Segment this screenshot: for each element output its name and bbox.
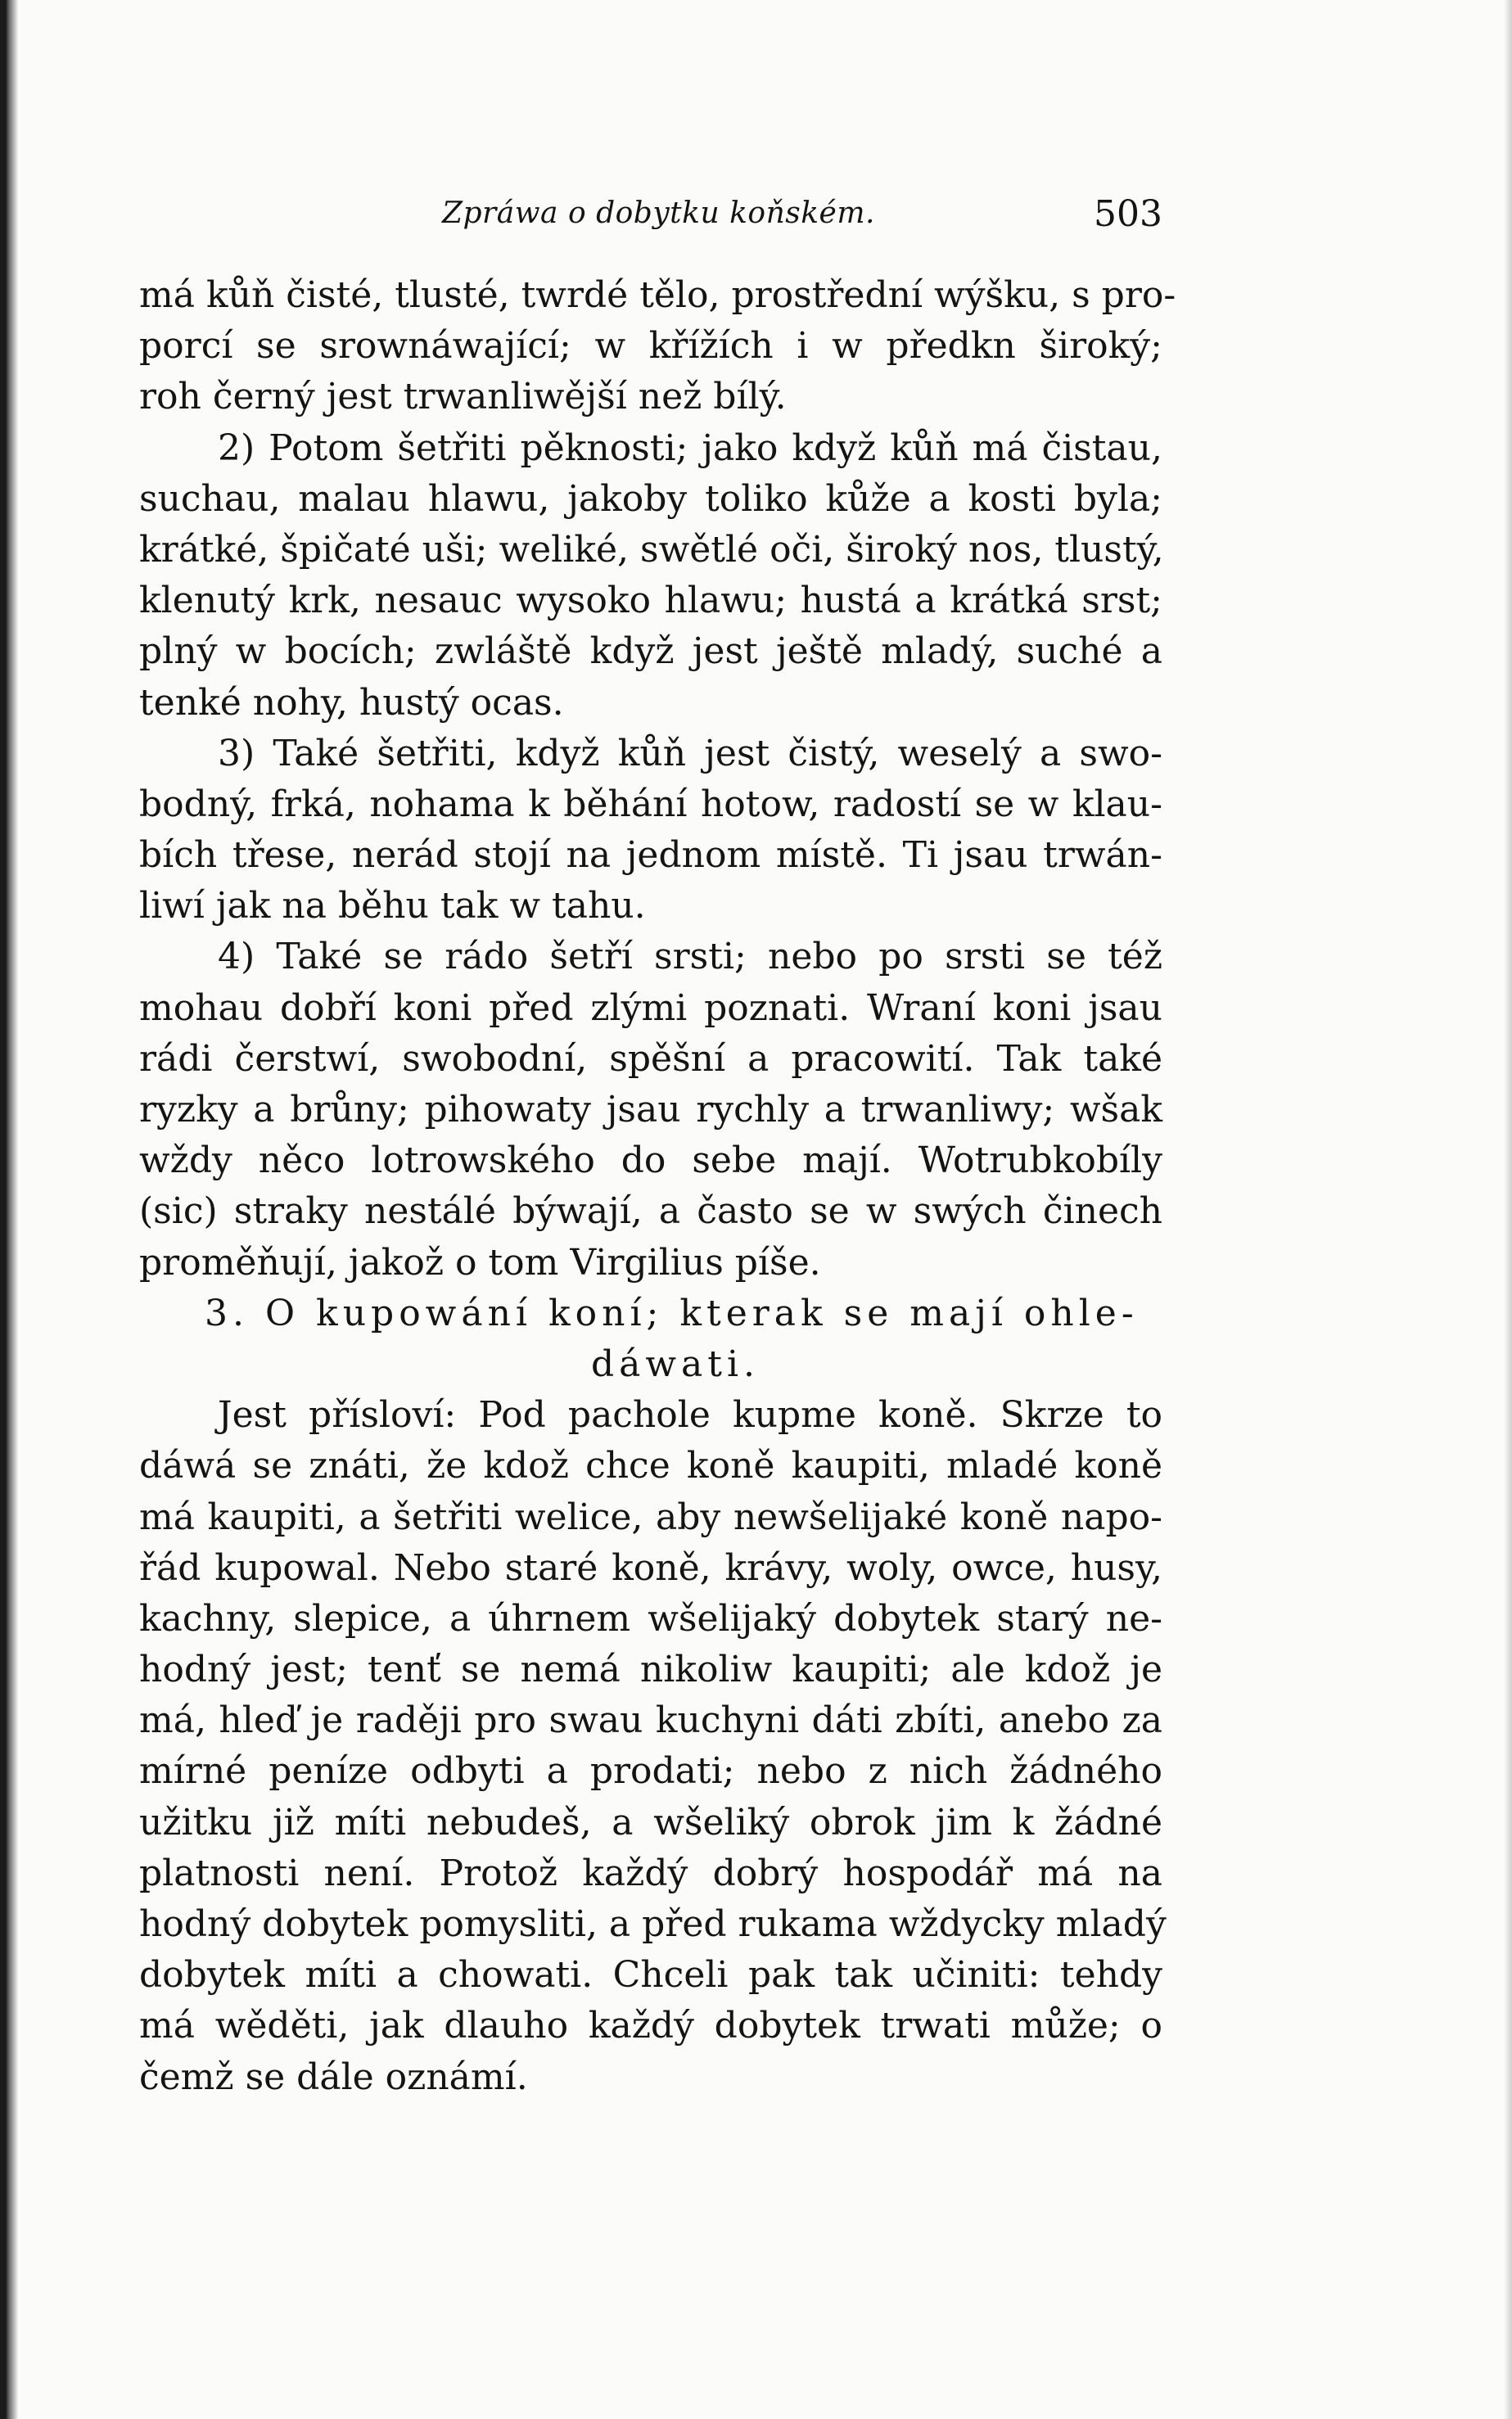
text-line: plný w bocích; zwláště když jest ještě mladý, suché a [139,630,1162,673]
paragraph-2 [139,423,1162,729]
page-body [139,270,1176,2103]
page-right-edge [1504,0,1512,2419]
text-line: má kůň čisté, tlusté, twrdé tělo, prostřední wýšku, s pro- [139,274,1176,316]
paragraph-4 [139,932,1162,1288]
book-binding-edge [0,0,18,2419]
text-line: má wěděti, jak dlauho každý dobytek trwati může; o [139,2005,1162,2047]
paragraph-1 [139,270,1176,423]
section-heading-line-1: 3. O kupowání koní; kterak se mají ohle- [205,1292,1139,1334]
text-line: bích třese, nerád stojí na jednom místě. Ti jsau trwán- [139,834,1162,877]
section-heading-line-2: dáwati. [590,1343,761,1385]
text-line: dobytek míti a chowati. Chceli pak tak učiniti: tehdy [139,1954,1162,1997]
running-title: Zpráwa o dobytku koňském. [442,196,875,230]
text-line: proměňují, jakož o tom Virgilius píše. [139,1241,821,1284]
text-line: mírné peníze odbyti a prodati; nebo z nich žádného [139,1750,1162,1793]
section-heading [139,1288,1162,1390]
text-line: porcí se srownáwající; w křížích i w předkn široký; [139,325,1162,368]
page-number: 503 [1094,193,1162,235]
text-line: Jest přísloví: Pod pachole kupme koně. Skrze to [218,1394,1162,1437]
text-line: hodný jest; tenť se nemá nikoliw kaupiti; ale kdož je [139,1649,1162,1691]
text-line: 3) Také šetřiti, když kůň jest čistý, weselý a swo- [218,732,1162,774]
text-line: má kaupiti, a šetřiti welice, aby newšelijaké koně napo- [139,1496,1162,1538]
text-line: kachny, slepice, a úhrnem wšelijaký dobytek starý ne- [139,1597,1162,1640]
text-line: klenutý krk, nesauc wysoko hlawu; hustá a krátká srst; [139,580,1162,622]
text-line: ryzky a brůny; pihowaty jsau rychly a trwanliwy; wšak [139,1089,1162,1131]
text-line: bodný, frká, nohama k běhání hotow, radostí se w klau- [139,783,1162,825]
text-line: tenké nohy, hustý ocas. [139,681,564,724]
text-line: dáwá se znáti, že kdož chce koně kaupiti, mladé koně [139,1445,1162,1487]
text-line: čemž se dále oznámí. [139,2056,528,2098]
text-line: hodný dobytek pomysliti, a před rukama wždycky mladý [139,1903,1167,1945]
text-line: 4) Také se rádo šetří srsti; nebo po srsti se též [218,936,1162,978]
text-line: užitku již míti nebudeš, a wšeliký obrok jim k žádné [139,1801,1162,1844]
text-line: liwí jak na běhu tak w tahu. [139,885,646,927]
text-line: rádi čerstwí, swobodní, spěšní a pracowití. Tak také [139,1037,1162,1080]
paragraph-3 [139,729,1162,932]
text-line: mohau dobří koni před zlými poznati. Wraní koni jsau [139,986,1162,1029]
text-line: (sic) straky nestálé býwají, a často se w swých činech [139,1190,1162,1233]
text-line: má, hleď je raději pro swau kuchyni dáti zbíti, anebo za [139,1699,1162,1742]
text-line: wždy něco lotrowského do sebe mají. Wotrubkobíly [139,1140,1162,1182]
text-line: roh černý jest trwanliwější než bílý. [139,376,787,418]
text-line: suchau, malau hlawu, jakoby toliko kůže a kosti byla; [139,477,1162,520]
text-line: krátké, špičaté uši; weliké, swětlé oči, široký nos, tlustý, [139,528,1164,571]
page-header [139,193,1162,246]
text-line: 2) Potom šetřiti pěknosti; jako když kůň má čistau, [218,426,1162,469]
text-line: platnosti není. Protož každý dobrý hospodář má na [139,1852,1162,1894]
paragraph-5 [139,1390,1167,2103]
text-line: řád kupowal. Nebo staré koně, krávy, woly, owce, husy, [139,1546,1162,1589]
